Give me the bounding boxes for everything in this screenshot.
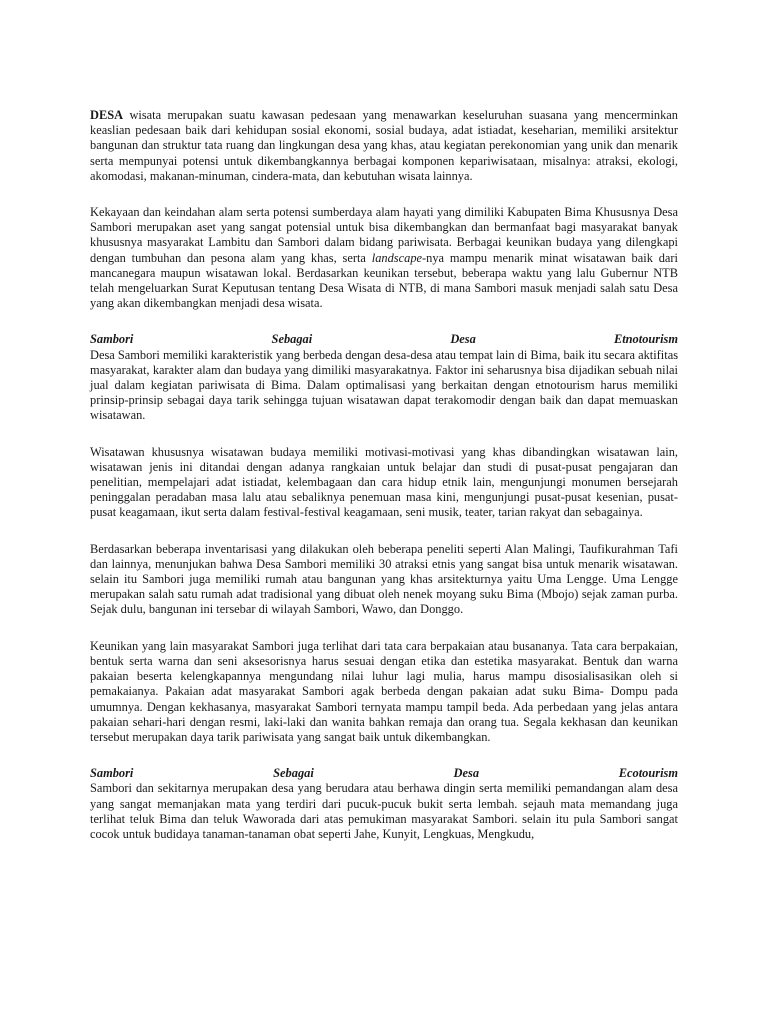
- intro-text: wisata merupakan suatu kawasan pedesaan yang menawarkan keseluruhan suasana yang mencerminkan keaslian pedesaan baik dari kehidupan sosial ekonomi, sosial budaya, adat istiadat, keseharian, memiliki arsitektur bangunan dan struktur tata ruang dan lingkungan desa yang khas, atau kegiatan perekonomian yang unik dan menarik serta mempunyai potensi untuk dikembangkannya berbagai komponen kepariwisataan, misalnya: atraksi, ekologi, akomodasi, makanan-minuman, cindera-mata, dan kebutuhan wisata lainnya.: [90, 108, 678, 183]
- heading-word: Etnotourism: [613, 332, 678, 347]
- kekayaan-text-end: -nya mampu menarik minat wisatawan baik dari mancanegara maupun wisatawan lokal. Berdasarkan keunikan tersebut, beberapa waktu yang lalu Gubernur NTB telah mengeluarkan Surat Keputusan tentang Desa Wisata di NTB, di mana Sambori masuk menjadi salah satu Desa yang akan dikembangkan menjadi desa wisata.: [90, 250, 679, 311]
- paragraph-ecotourism: Sambori dan sekitarnya merupakan desa yang berudara atau berhawa dingin serta memiliki pemandangan alam desa yang sangat memanjakan mata yang terdiri dari pucuk-pucuk bukit serta lembah. sejauh mata memandang juga terlihat teluk Bima dan teluk Waworada dari atas pemukiman masyarakat Sambori. selain itu pula Sambori sangat cocok untuk budidaya tanaman-tanaman obat seperti Jahe, Kunyit, Lengkuas, Mengkudu,: [90, 781, 678, 841]
- heading-word: Desa: [453, 766, 480, 781]
- paragraph-kekayaan: [90, 205, 678, 311]
- heading-word: Sambori: [90, 766, 134, 781]
- paragraph-busana: Keunikan yang lain masyarakat Sambori juga terlihat dari tata cara berpakaian atau busananya. Tata cara berpakaian, bentuk serta warna dan seni aksesorisnya harus sesuai dengan etika dan estetika masyarakat. Bentuk dan warna pakaian beserta kelengkapannya mengundang nilai luhur lagi mulia, harus mampu disosialisasikan oleh si pemakaianya. Pakaian adat masyarakat Sambori agak berbeda dengan pakaian adat suku Bima- Dompu pada umumnya. Dengan kekhasanya, masyarakat Sambori ternyata mampu tampil beda. Ada perbedaan yang jelas antara pakaian sehari-hari dengan resmi, laki-laki dan wanita bahkan remaja dan orang tua. Segala kekhasan dan keunikan tersebut merupakan daya tarik pariwisata yang sangat baik untuk dikembangkan.: [90, 638, 678, 744]
- paragraph-intro: [90, 108, 678, 184]
- document-page: [90, 108, 678, 842]
- heading-word: Sebagai: [271, 332, 313, 347]
- heading-word: Sebagai: [273, 766, 314, 781]
- heading-word: Desa: [450, 332, 476, 347]
- heading-word: Sambori: [90, 332, 134, 347]
- paragraph-etnotourism: Desa Sambori memiliki karakteristik yang berbeda dengan desa-desa atau tempat lain di Bima, baik itu secara aktifitas masyarakat, karakter alam dan budaya yang dimiliki masyarakatnya. Faktor ini seharusnya bisa dijadikan sebuah nilai jual dalam kegiatan pariwisata di Bima. Dalam optimalisasi yang berkaitan dengan etnotourism harus memiliki prinsip-prinsip sebagai daya tarik sehingga tujuan wisatawan dapat terakomodir dengan baik dan dapat memuaskan wisatawan.: [90, 347, 679, 423]
- landscape-term: landscape: [371, 250, 423, 265]
- kekayaan-text-start: Kekayaan dan keindahan alam serta potensi sumberdaya alam hayati yang dimiliki Kabupaten Bima Khususnya Desa Sambori merupakan aset yang sangat potensial untuk bisa dikembangkan dan bermanfaat bagi masyarakat banyak khususnya masyarakat Lambitu dan Sambori dalam bidang pariwisata. Berbagai keunikan budaya yang dilengkapi dengan tumbuhan dan pesona alam yang khas, serta: [90, 205, 678, 265]
- section-heading-etnotourism: [90, 332, 678, 347]
- paragraph-wisatawan: Wisatawan khususnya wisatawan budaya memiliki motivasi-motivasi yang khas dibandingkan wisatawan lain, wisatawan jenis ini ditandai dengan adanya rangkaian untuk belajar dan studi di pusat-pusat pengajaran dan penelitian, mempelajari adat istiadat, kelembagaan dan cara hidup etnik lain, mengunjungi monumen bersejarah peninggalan peradaban masa lalu atau sebaliknya penemuan masa kini, mengunjungi pusat-pusat kesenian, pusat-pusat keagamaan, ikut serta dalam festival-festival keagamaan, seni musik, teater, tarian rakyat dan sebagainya.: [90, 444, 678, 520]
- paragraph-inventarisasi: Berdasarkan beberapa inventarisasi yang dilakukan oleh beberapa peneliti seperti Alan Malingi, Taufikurahman Tafi dan lainnya, menunjukan bahwa Desa Sambori memiliki 30 atraksi etnis yang sangat bisa untuk menarik wisatawan. selain itu Sambori juga memiliki rumah atau bangunan yang khas arsitekturnya yaitu Uma Lengge. Uma Lengge merupakan salah satu rumah adat tradisional yang dibuat oleh nenek moyang suku Bima (Mbojo) sejak zaman purba. Sejak dulu, bangunan ini tersebar di wilayah Sambori, Wawo, dan Donggo.: [90, 541, 678, 617]
- section-heading-ecotourism: [90, 766, 678, 781]
- heading-word: Ecotourism: [618, 766, 678, 781]
- lead-word: DESA: [90, 108, 124, 122]
